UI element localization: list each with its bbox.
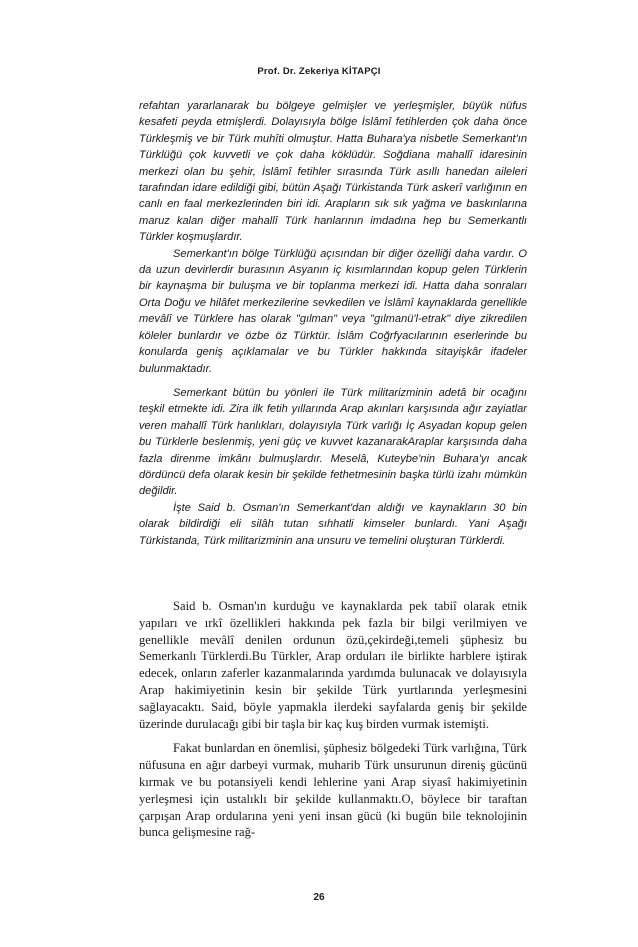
paragraph-1: refahtan yararlanarak bu bölgeye gelmişler ve yerleşmişler, büyük nüfus kesafeti peyda etmişlerdi. Dolayısıyla bölge İslâmî fetihlerden çok daha önce Türkleşmiş ve bir Türk muhîti olmuştur. Hatta Buhara'ya nisbetle Semerkant'ın Türklüğü çok kuvvetli ve çok daha köklüdür. Soğdiana mahallî idaresinin merkezi olan bu şehir, İslâmî fetihler sırasında Türk asıllı hanedan aileleri tarafından idare edildiği gibi, bütün Aşağı Türkistanda Türk askerî varlığının en canlı en faal merkezlerinden biri idi. Arapların sık sık yağma ve baskınlarına maruz kalan diğer mahallî Türk hanlarının imdadına hep bu Semerkantlı Türkler koşmuşlardır. — [139, 100, 527, 244]
paragraph-6: Fakat bunlardan en önemlisi, şüphesiz bölgedeki Türk varlığına, Türk nüfusuna en ağır darbeyi vurmak, muharib Türk unsurunun direniş gücünü kırmak ve bu potansiyeli kendi lehlerine yani Arap siyasî hakimiyetinin yerleşmesi için ustalıklı bir şekilde kullanmaktı.O, böylece bir taraftan çarpışan Arap ordularına yeni yeni insan gücü (ki bugün bile teknolojinin bunca gelişmesine rağ- — [139, 741, 527, 840]
page-number: 26 — [313, 892, 325, 903]
paragraph-3: Semerkant bütün bu yönleri ile Türk militarizminin adetâ bir ocağını teşkil etmekte idi. Zira ilk fetih yıllarında Arap akınları karşısında ağır zayiatlar veren mahallî Türk hanlıkları, dolayısıyla Türk varlığı İç Asyadan kopup gelen bu Türklerle beslenmiş, yeni güç ve kuvvet kazanarakAraplar karşısında daha fazla direnme imkânı bulmuşlardır. Meselâ, Kuteybe'nin Buhara'yı ancak dördüncü defa olarak kesin bir şekilde fethetmesinin başka türlü izahı mümkün değildir. — [139, 386, 527, 498]
body-text-italic — [139, 98, 527, 549]
paragraph-4: İşte Said b. Osman'ın Semerkant'dan aldığı ve kaynakların 30 bin olarak bildirdiği eli silâh tutan sıhhatli kimseler bunlardı. Yani Aşağı Türkistanda, Türk militarizminin ana unsuru ve temelini oluşturan Türklerdi. — [139, 501, 527, 547]
running-header: Prof. Dr. Zekeriya KİTAPÇI — [257, 66, 381, 77]
paragraph-5: Said b. Osman'ın kurduğu ve kaynaklarda pek tabiî olarak etnik yapıları ve ırkî özellikleri hakkında pek fazla bir bilgi verilmiyen ve genellikle mevâlî denilen ordunun özü,çekirdeği,temeli şüphesiz bu Semerkanlı Türklerdi.Bu Türkler, Arap orduları ile birlikte harblere iştirak edecek, onların zaferler kazanmalarında yardımda bulunacak ve dolayısıyla Arap hakimiyetinin kesin bir şekilde Türk yurtlarında yerleşmesini sağlayacaktı. Said, böyle yapmakla ilerdeki sayfalarda geniş bir şekilde üzerinde durulacağı gibi bir taşla bir kaç kuş birden vurmak istemişti. — [139, 599, 527, 731]
paragraph-2: Semerkant'ın bölge Türklüğü açısından bir diğer özelliği daha vardır. O da uzun devirlerdir burasının Asyanın iç kısımlarından kopup gelen Türklerin bir kaynaşma bir buluşma ve bir toplanma merkezi idi. Hatta daha sonraları Orta Doğu ve hilâfet merkezilerine sevkedilen ve İslâmî kaynaklarda genellikle mevâlî ve Türklere has olarak "gılman" veya "gılmanü'l-etrak" diye zikredilen köleler bunlardır ve özbe öz Türktür. İslâm Coğrfyacılarının eserlerinde bu konularda geniş açıklamalar ve bu Türkler hakkında sitayişkâr ifadeler bulunmaktadır. — [139, 247, 527, 375]
body-text-roman — [139, 598, 527, 841]
